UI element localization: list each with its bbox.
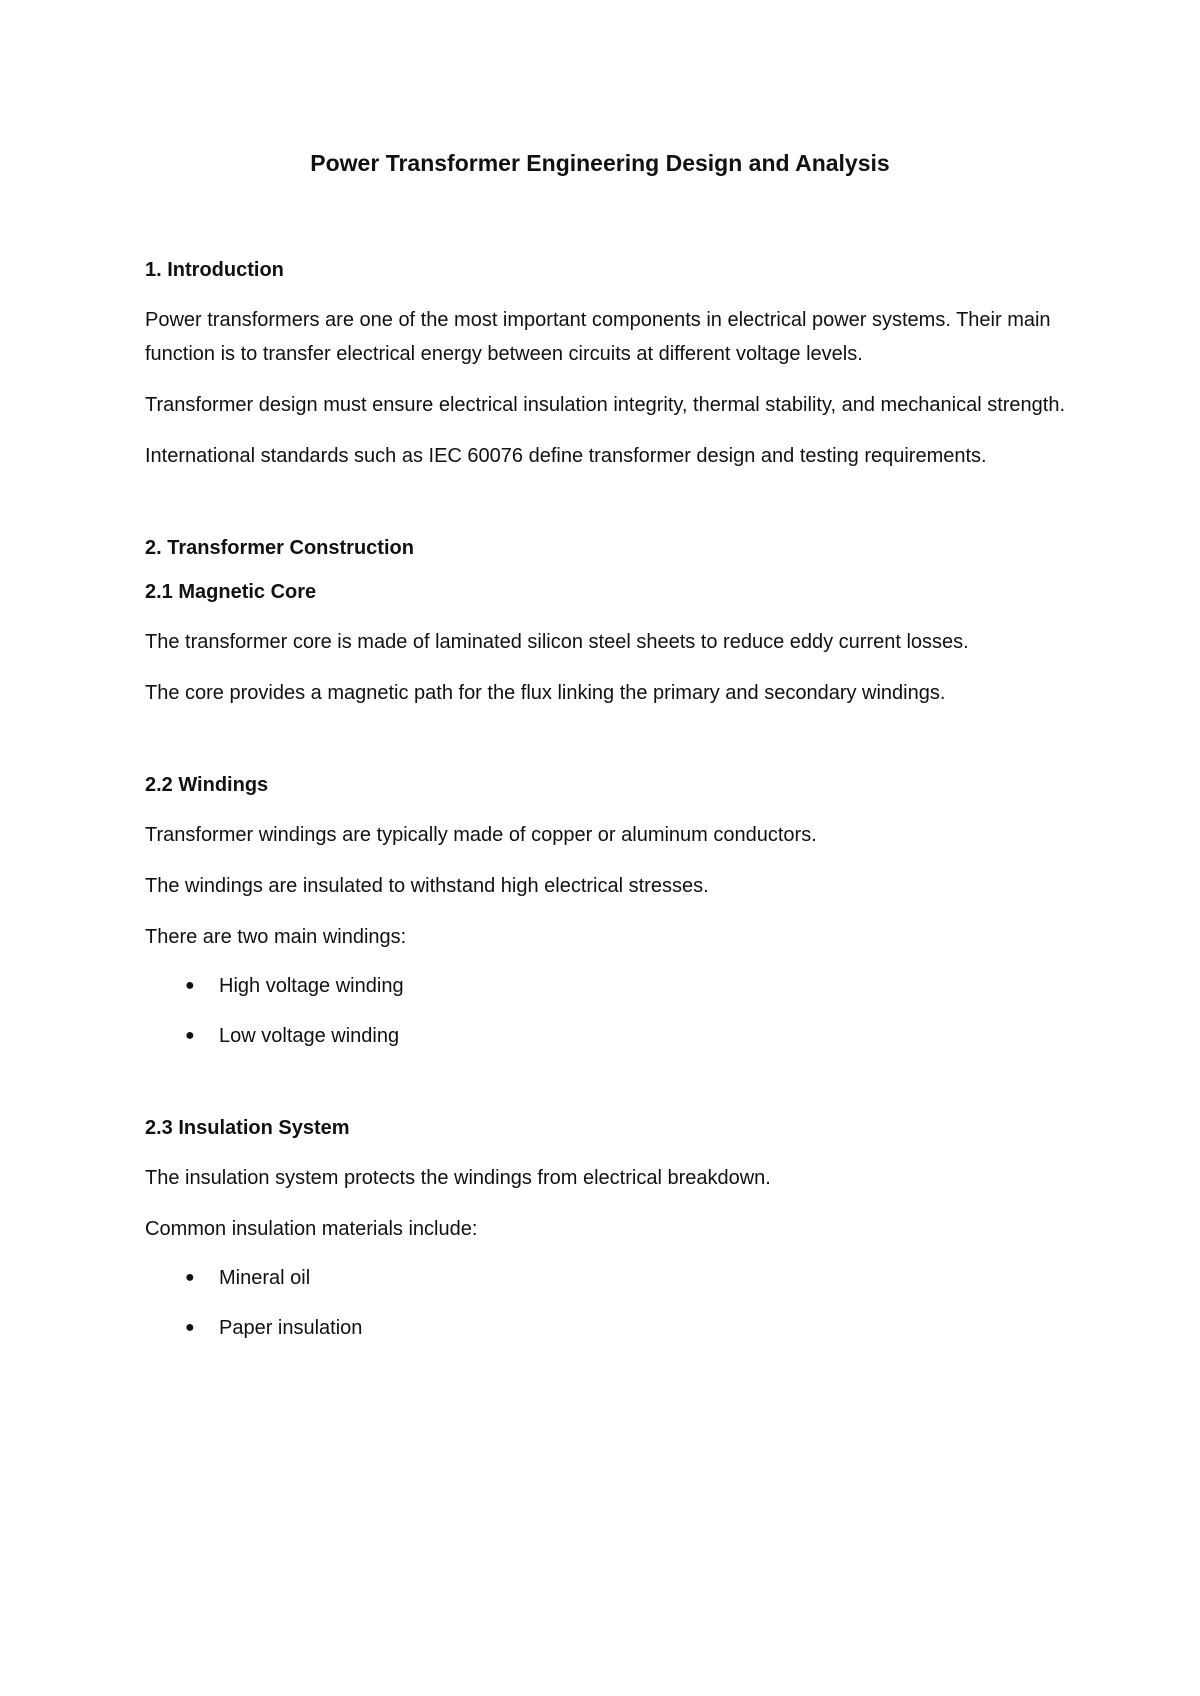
subsection-heading-magnetic-core: 2.1 Magnetic Core xyxy=(145,581,317,603)
paragraph: The insulation system protects the windings from electrical breakdown. xyxy=(145,1167,771,1189)
list-item-text: High voltage winding xyxy=(219,975,404,997)
windings-list xyxy=(145,969,1070,1053)
paragraph: Common insulation materials include: xyxy=(145,1218,478,1240)
insulation-materials-list xyxy=(145,1261,1070,1345)
list-item xyxy=(145,1261,1070,1295)
paragraph: The core provides a magnetic path for the flux linking the primary and secondary windings. xyxy=(145,682,946,704)
bullet-icon: ● xyxy=(185,1027,195,1044)
section-heading-introduction: 1. Introduction xyxy=(145,259,284,281)
bullet-icon: ● xyxy=(185,1319,195,1336)
paragraph: The transformer core is made of laminated silicon steel sheets to reduce eddy current losses. xyxy=(145,631,969,653)
subsection-heading-windings: 2.2 Windings xyxy=(145,774,269,796)
list-item xyxy=(145,969,1070,1003)
bullet-icon: ● xyxy=(185,977,195,994)
section-heading-construction: 2. Transformer Construction xyxy=(145,537,414,559)
paragraph: Transformer design must ensure electrical insulation integrity, thermal stability, and mechanical strength. xyxy=(145,394,1066,416)
document-body xyxy=(145,256,1070,1345)
list-item-text: Low voltage winding xyxy=(219,1025,400,1047)
paragraph: The windings are insulated to withstand high electrical stresses. xyxy=(145,875,709,897)
paragraph: There are two main windings: xyxy=(145,926,407,948)
list-item xyxy=(145,1019,1070,1053)
subsection-heading-insulation-system: 2.3 Insulation System xyxy=(145,1117,350,1139)
paragraph: Transformer windings are typically made of copper or aluminum conductors. xyxy=(145,824,817,846)
list-item-text: Paper insulation xyxy=(219,1317,363,1339)
bullet-icon: ● xyxy=(185,1269,195,1286)
list-item-text: Mineral oil xyxy=(219,1267,311,1289)
paragraph: Power transformers are one of the most important components in electrical power systems. Their main function is to transfer electrical energy between circuits at different voltage levels. xyxy=(145,309,1051,365)
list-item xyxy=(145,1311,1070,1345)
paragraph: International standards such as IEC 60076 define transformer design and testing requirements. xyxy=(145,445,987,467)
document-title: Power Transformer Engineering Design and Analysis xyxy=(310,150,890,176)
